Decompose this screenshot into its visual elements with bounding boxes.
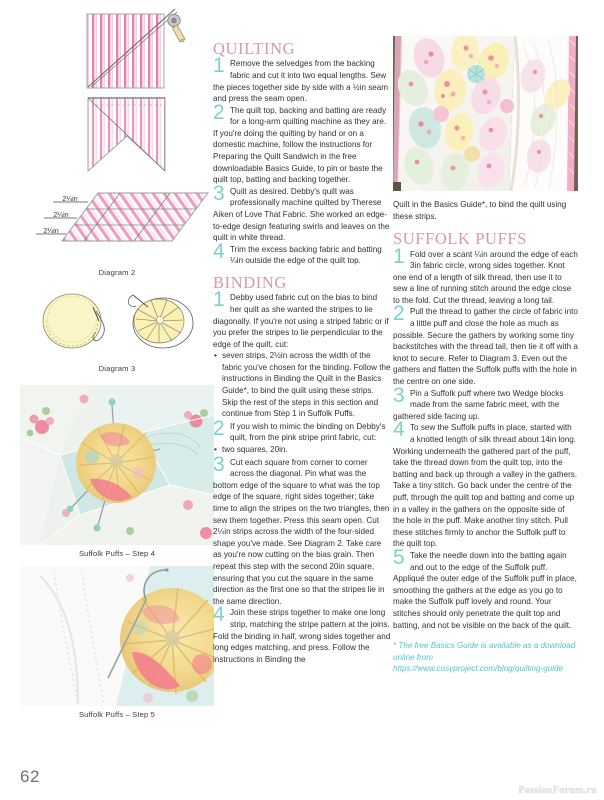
step-text: Pin a Suffolk puff where two Wedge blocks made from the same fabric meet, with the gathered side facing up. — [393, 388, 564, 421]
step-number: 1 — [213, 54, 225, 78]
middle-column — [213, 0, 391, 665]
quilting-heading: QUILTING — [213, 39, 296, 58]
list-item: • two squares, 20in. — [213, 444, 391, 456]
diagram-2-measure-2: 2¼in — [43, 228, 59, 235]
diagram-2-caption: Diagram 2 — [98, 268, 136, 277]
suffolk-puff-shape — [76, 423, 156, 503]
photo-step-4-svg — [20, 385, 214, 545]
step-number: 5 — [393, 545, 405, 569]
binding-bullets-1 — [213, 350, 391, 420]
diagram-2-svg — [20, 6, 214, 268]
binding-step-1 — [213, 288, 391, 350]
step-text: Fold over a scant ¼in around the edge of each 3in fabric circle, wrong sides together. Knot one end of a length of silk thread, then use it to sew a line of running stitch around the edge close to the fold. Cut the thread, leaving a long tail. — [393, 249, 578, 305]
photo-step-4 — [20, 385, 214, 545]
photo-step-5-svg — [20, 566, 214, 706]
quilting-step-1 — [213, 54, 391, 104]
photo-step-5-caption: Suffolk Puffs – Step 5 — [78, 710, 156, 719]
diagram-2-measure-0: 2¼in — [62, 196, 78, 203]
step-number: 3 — [393, 383, 405, 407]
step-text: Trim the excess backing fabric and batting ¼in outside the edge of the quilt top. — [230, 244, 382, 266]
photo-step-5-block — [20, 558, 214, 719]
photo-step-5 — [20, 566, 214, 706]
step-number: 2 — [213, 100, 225, 124]
step-text: Debby used fabric cut on the bias to bind her quilt as she wanted the stripes to lie diagonally. If you're not using a striped fabric or if you prefer the stripes to lie perpendicular to the edge of the quilt, cut: — [213, 293, 389, 349]
quilting-step-3 — [213, 181, 391, 244]
suffolk-step-2 — [393, 302, 578, 387]
quilting-step-2 — [213, 100, 391, 186]
rotary-cutter-icon — [168, 14, 185, 42]
step-text: If you wish to mimic the binding on Debby's quilt, from the pink stripe print fabric, cut: — [230, 421, 386, 443]
diagram-3-finished-puff — [128, 295, 193, 348]
quilting-step-4 — [213, 239, 391, 267]
step-text: To sew the Suffolk puffs in place, started with a knotted length of silk thread about 14in long. Working underneath the gathered part of the puff, take the thread down from the quilt top, into the batting and back up through a valley in the gathers. Take a tiny stitch. Go back under the centre of the puff, through the quilt top and batting and come up in a valley in the gathers on the opposite side of the hole in the puff. Make another tiny stitch. Pull these stitches firmly to anchor the Suffolk puff to the quilt top. — [393, 423, 578, 549]
basics-guide-footnote: * The free Basics Guide is available as a download online from https://www.cosyproject.com/blog/quilting-guide — [393, 641, 576, 673]
step-number: 3 — [213, 181, 225, 205]
step-number: 4 — [393, 418, 405, 442]
step-text: Take the needle down into the batting again and out to the edge of the Suffolk puff. Appliqué the outer edge of the Suffolk puff in place, smoothing the gathers at the edge as you go to make the Suffolk puff lovely and round. Your stitches should only penetrate the quilt top and batting, and not be visible on the back of the quilt. — [393, 550, 577, 630]
suffolk-puffs-heading: SUFFOLK PUFFS — [393, 229, 527, 249]
list-item: • seven strips, 2½in across the width of the fabric you've chosen for the binding. Follow the instructions in Binding the Quilt in the Basics Guide*, to bind the quilt using these strips. Skip the rest of the steps in this section and continue from Step 1 in Suffolk Puffs. — [213, 350, 391, 420]
diagram-3-caption: Diagram 3 — [98, 364, 136, 373]
diagram-2-parallelogram — [62, 193, 208, 241]
step-text: Quilt as desired. Debby's quilt was professionally machine quilted by Therese Aiken of Love That Fabric. She worked an edge-to-edge design featuring swirls and leaves on the quilt in white thread. — [213, 186, 390, 243]
diagram-3-gathering-circle — [43, 294, 104, 348]
suffolk-step-4 — [393, 418, 578, 550]
step-number: 4 — [213, 603, 225, 627]
diagram-2-measure-1: 2¼in — [53, 212, 69, 219]
suffolk-step-3 — [393, 383, 578, 423]
diagram-2-square — [87, 9, 177, 88]
suffolk-step-1 — [393, 244, 578, 307]
right-column — [393, 0, 578, 674]
step-text: Remove the selvedges from the backing fabric and cut it into two equal lengths. Sew the pieces together side by side with a ½in seam and press the seam open. — [213, 59, 389, 104]
step-number: 3 — [213, 452, 225, 476]
step-number: 2 — [213, 416, 225, 440]
binding-step-3 — [213, 452, 391, 608]
page-number: 62 — [20, 767, 40, 786]
step-number: 1 — [213, 288, 225, 312]
left-column — [20, 0, 214, 719]
binding-step-4 — [213, 603, 391, 665]
photo-step-4-block — [20, 373, 214, 558]
photo-quilt-hero — [393, 36, 578, 191]
step-text: Join these strips together to make one long strip, matching the stripe pattern at the joins. Fold the binding in half, wrong sides together and long edges matching, and press. Follow the instructions in Binding the — [213, 608, 391, 664]
diagram-3-svg — [20, 287, 214, 361]
step-text: Pull the thread to gather the circle of fabric into a little puff and close the hole as much as possible. Secure the gathers by working some tiny backstitches with the thread tail, then tie it off with a knot to secure. Refer to Diagram 3. Even out the gathers and flatten the Suffolk puffs with the hole in the centre on one side. — [393, 307, 578, 387]
binding-step-2 — [213, 416, 391, 444]
binding-bullets-2 — [213, 444, 391, 456]
watermark: PassionForum.ru — [518, 785, 597, 796]
step-number: 4 — [213, 239, 225, 263]
diagram-2 — [20, 0, 214, 277]
step-number: 1 — [393, 244, 405, 268]
photo-quilt-hero-svg — [393, 36, 578, 191]
photo-step-4-caption: Suffolk Puffs – Step 4 — [78, 549, 156, 558]
diagram-3 — [20, 277, 214, 373]
diagram-2-triangles — [88, 98, 165, 171]
step-text: The quilt top, backing and batting are ready for a long-arm quilting machine as they are. If you're doing the quilting by hand or on a domestic machine, follow the instructions for Preparing the Quilt Sandwich in the free downloadable Basics Guide, to pin or baste the quilt top, batting and backing together. — [213, 105, 387, 185]
step-text: Cut each square from corner to corner across the diagonal. Pin what was the bottom edge of the square to what was the top edge of the square, right sides together; take time to align the stripes on the two triangles, then sew them together. Press this seam open. Cut 2¼in strips across the width of the four-sided shape you've made. See Diagram 2. Take care as you're now cutting on the bias grain. Then repeat this step with the second 20in square, ensuring that you cut the square in the same direction as the first one so that the stripes lie in the same direction. — [213, 457, 390, 606]
right-continuation-text: Quilt in the Basics Guide*, to bind the quilt using these strips. — [393, 200, 567, 221]
binding-heading: BINDING — [213, 273, 287, 292]
suffolk-step-5 — [393, 545, 578, 631]
step-number: 2 — [393, 302, 405, 326]
